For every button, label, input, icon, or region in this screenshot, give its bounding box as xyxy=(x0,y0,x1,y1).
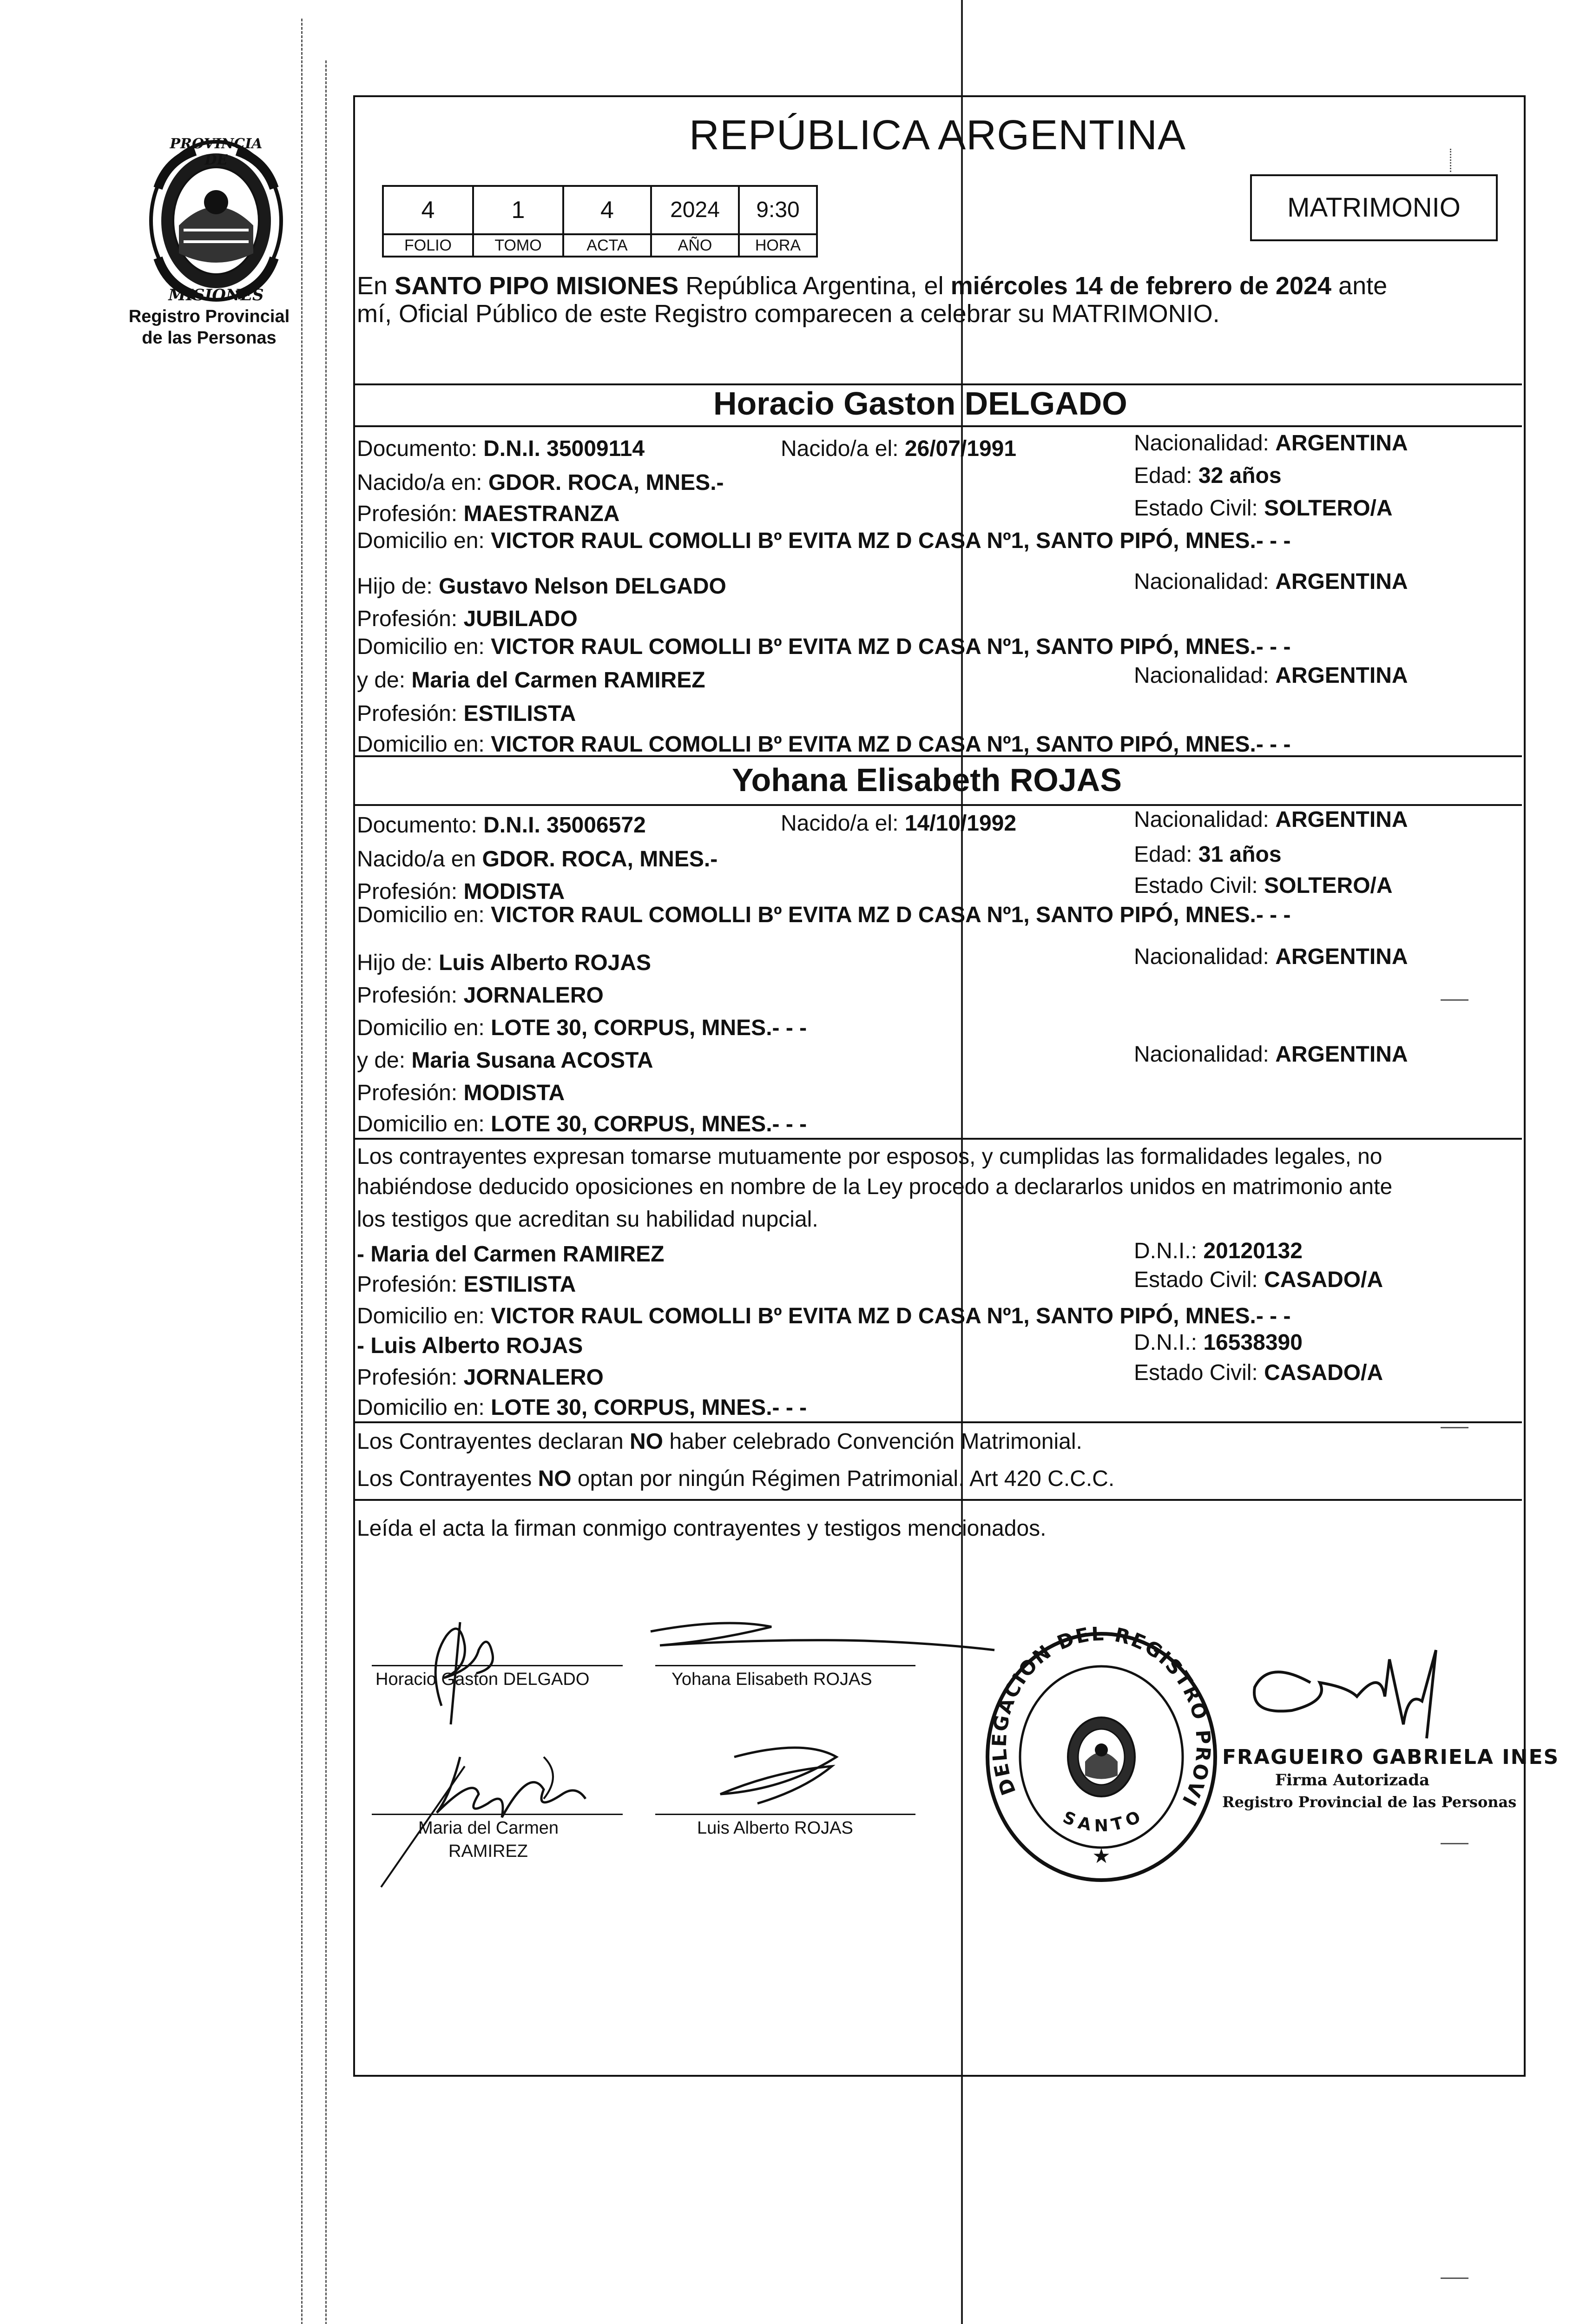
groom-sign-label: Horacio Gaston DELGADO xyxy=(375,1670,590,1689)
witness1-sign-label-2: RAMIREZ xyxy=(448,1842,528,1861)
groom-father-address: Domicilio en: VICTOR RAUL COMOLLI Bº EVITA MZ D CASA Nº1, SANTO PIPÓ, MNES.- - - xyxy=(357,634,1291,659)
bride-sign-line xyxy=(655,1665,915,1666)
groom-address: Domicilio en: VICTOR RAUL COMOLLI Bº EVITA MZ D CASA Nº1, SANTO PIPÓ, MNES.- - - xyxy=(357,528,1291,553)
rule-7 xyxy=(353,1499,1522,1501)
acta-value: 4 xyxy=(564,187,652,233)
year-label: AÑO xyxy=(652,235,740,256)
witness1-sign-line xyxy=(372,1814,623,1815)
bride-sign-label: Yohana Elisabeth ROJAS xyxy=(672,1670,872,1689)
convention-line-2: Los Contrayentes NO optan por ningún Régimen Patrimonial. Art 420 C.C.C. xyxy=(357,1466,1115,1491)
groom-born: Nacido/a el: 26/07/1991 xyxy=(781,436,1017,461)
rule-4 xyxy=(353,804,1522,806)
witness2-civil-status: Estado Civil: CASADO/A xyxy=(1134,1360,1383,1385)
intro-line-2: mí, Oficial Público de este Registro comparecen a celebrar su MATRIMONIO. xyxy=(357,300,1220,328)
groom-mother-profession: Profesión: ESTILISTA xyxy=(357,701,576,726)
stamp-bottom-text: SANTO xyxy=(1060,1805,1148,1836)
bride-name: Yohana Elisabeth ROJAS xyxy=(732,762,1122,798)
registry-name-2: de las Personas xyxy=(142,328,276,348)
groom-civil-status: Estado Civil: SOLTERO/A xyxy=(1134,496,1393,521)
closing-text: Leída el acta la firman conmigo contrayentes y testigos mencionados. xyxy=(357,1516,1047,1541)
witness2-dni: D.N.I.: 16538390 xyxy=(1134,1330,1303,1355)
witness2-signature xyxy=(665,1729,869,1824)
bride-father-address: Domicilio en: LOTE 30, CORPUS, MNES.- - - xyxy=(357,1016,807,1040)
rule-3 xyxy=(353,755,1522,757)
declaration-line-2: habiéndose deducido oposiciones en nombre de la Ley procedo a declararlos unidos en matrimonio ante xyxy=(357,1175,1393,1199)
seal-top-text: PROVINCIA DE xyxy=(170,136,263,168)
groom-nationality: Nacionalidad: ARGENTINA xyxy=(1134,431,1408,456)
rule-5 xyxy=(353,1138,1522,1140)
rule-2 xyxy=(353,425,1522,427)
bride-birthplace: Nacido/a en GDOR. ROCA, MNES.- xyxy=(357,847,718,872)
groom-father-profession: Profesión: JUBILADO xyxy=(357,607,578,631)
record-table xyxy=(382,185,818,257)
bride-mother-nationality: Nacionalidad: ARGENTINA xyxy=(1134,1042,1408,1067)
declaration-line-3: los testigos que acreditan su habilidad nupcial. xyxy=(357,1207,818,1232)
declaration-line-1: Los contrayentes expresan tomarse mutuamente por esposos, y cumplidas las formalidades legales, no xyxy=(357,1144,1382,1169)
margin-mark-5 xyxy=(1441,2278,1468,2279)
official-signature xyxy=(1227,1631,1487,1755)
official-title: Firma Autorizada xyxy=(1275,1771,1430,1789)
bride-address: Domicilio en: VICTOR RAUL COMOLLI Bº EVITA MZ D CASA Nº1, SANTO PIPÓ, MNES.- - - xyxy=(357,903,1291,927)
witness1-address: Domicilio en: VICTOR RAUL COMOLLI Bº EVITA MZ D CASA Nº1, SANTO PIPÓ, MNES.- - - xyxy=(357,1304,1291,1328)
folio-value: 4 xyxy=(384,187,474,233)
seal-bottom-text: MISIONES xyxy=(168,286,264,304)
margin-line-1 xyxy=(301,19,303,2324)
witness1-profession: Profesión: ESTILISTA xyxy=(357,1272,576,1297)
groom-mother-nationality: Nacionalidad: ARGENTINA xyxy=(1134,663,1408,688)
groom-name: Horacio Gaston DELGADO xyxy=(713,385,1127,422)
witness1-sign-label-1: Maria del Carmen xyxy=(418,1818,559,1838)
groom-doc: Documento: D.N.I. 35009114 xyxy=(357,436,645,461)
bride-mother-address: Domicilio en: LOTE 30, CORPUS, MNES.- - - xyxy=(357,1112,807,1136)
witness1-dni: D.N.I.: 20120132 xyxy=(1134,1239,1303,1263)
witness2-sign-line xyxy=(655,1814,915,1815)
witness2-address: Domicilio en: LOTE 30, CORPUS, MNES.- - - xyxy=(357,1395,807,1420)
margin-mark-4 xyxy=(1441,1843,1468,1844)
bride-father: Hijo de: Luis Alberto ROJAS xyxy=(357,951,652,975)
groom-age: Edad: 32 años xyxy=(1134,463,1282,488)
acta-label: ACTA xyxy=(564,235,652,256)
groom-father: Hijo de: Gustavo Nelson DELGADO xyxy=(357,574,726,599)
bride-civil-status: Estado Civil: SOLTERO/A xyxy=(1134,873,1393,898)
groom-father-nationality: Nacionalidad: ARGENTINA xyxy=(1134,569,1408,594)
bride-mother-profession: Profesión: MODISTA xyxy=(357,1081,565,1105)
groom-birthplace: Nacido/a en: GDOR. ROCA, MNES.- xyxy=(357,470,724,495)
act-type-box: MATRIMONIO xyxy=(1250,174,1498,241)
bride-nationality: Nacionalidad: ARGENTINA xyxy=(1134,807,1408,832)
rule-6 xyxy=(353,1421,1522,1423)
country-title: REPÚBLICA ARGENTINA xyxy=(689,112,1186,158)
convention-line-1: Los Contrayentes declaran NO haber celebrado Convención Matrimonial. xyxy=(357,1429,1082,1454)
groom-mother: y de: Maria del Carmen RAMIREZ xyxy=(357,668,705,693)
intro-line-1: En SANTO PIPO MISIONES República Argentina, el miércoles 14 de febrero de 2024 ante xyxy=(357,272,1388,300)
tomo-label: TOMO xyxy=(474,235,564,256)
margin-mark-1 xyxy=(1450,149,1465,172)
hour-value: 9:30 xyxy=(756,198,800,222)
margin-mark-2 xyxy=(1441,999,1468,1001)
official-org: Registro Provincial de las Personas xyxy=(1222,1793,1517,1811)
margin-line-2 xyxy=(325,60,327,2324)
groom-sign-line xyxy=(372,1665,623,1666)
svg-text:★: ★ xyxy=(1092,1844,1111,1868)
official-name: FRAGUEIRO GABRIELA INES xyxy=(1222,1745,1560,1769)
bride-mother: y de: Maria Susana ACOSTA xyxy=(357,1048,653,1073)
groom-mother-address: Domicilio en: VICTOR RAUL COMOLLI Bº EVITA MZ D CASA Nº1, SANTO PIPÓ, MNES.- - - xyxy=(357,732,1291,757)
witness2-name: - Luis Alberto ROJAS xyxy=(357,1334,583,1358)
witness1-civil-status: Estado Civil: CASADO/A xyxy=(1134,1268,1383,1292)
folio-label: FOLIO xyxy=(384,235,474,256)
bride-doc: Documento: D.N.I. 35006572 xyxy=(357,813,646,838)
tomo-value: 1 xyxy=(474,187,564,233)
bride-born: Nacido/a el: 14/10/1992 xyxy=(781,811,1017,836)
year-value: 2024 xyxy=(652,187,740,233)
witness2-profession: Profesión: JORNALERO xyxy=(357,1365,604,1390)
hour-label: HORA xyxy=(755,237,801,254)
bride-father-nationality: Nacionalidad: ARGENTINA xyxy=(1134,944,1408,969)
groom-profession: Profesión: MAESTRANZA xyxy=(357,502,620,526)
witness2-sign-label: Luis Alberto ROJAS xyxy=(697,1818,853,1838)
delegation-stamp xyxy=(981,1627,1222,1889)
registry-name-1: Registro Provincial xyxy=(128,307,290,326)
bride-father-profession: Profesión: JORNALERO xyxy=(357,983,604,1008)
stamp-ring-text: DELEGACION DEL REGISTRO PROVI xyxy=(988,1627,1215,1811)
margin-mark-3 xyxy=(1441,1427,1468,1428)
bride-age: Edad: 31 años xyxy=(1134,842,1282,867)
witness1-name: - Maria del Carmen RAMIREZ xyxy=(357,1242,665,1267)
bride-profession: Profesión: MODISTA xyxy=(357,879,565,904)
